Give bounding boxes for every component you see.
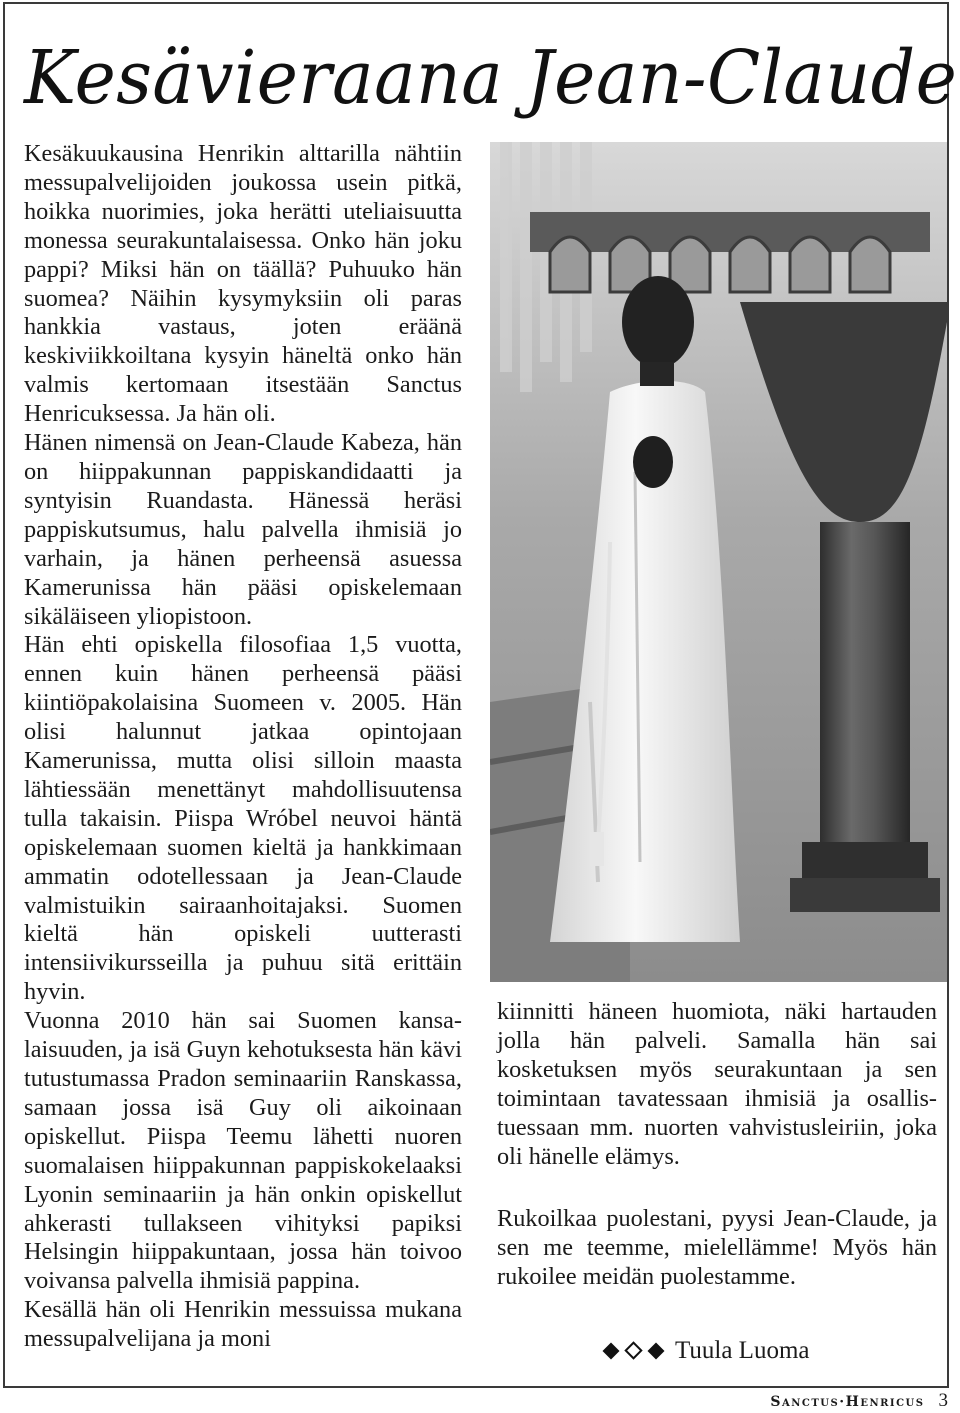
author-name: Tuula Luoma — [675, 1337, 810, 1364]
paragraph-4: Vuonna 2010 hän sai Suomen kansalaisuuden, ja isä Guyn kehotuksesta hän kävi tutustumassa Pradon seminaariin Ranskassa, samaan jossa isä Guy oli aikoinaan opiskellut. Piispa Teemu lähetti nuoren suomalaisen hiippakunnan pappiskokelaaksi Lyonin seminaariin ja hän onkin opiskellut ahkerasti tullakseen vihityksi papiksi Helsingin hiippakuntaan, jossa hän toivoo voivansa palvella ihmisiä pappina. — [24, 1007, 462, 1295]
diamond-solid-icon — [648, 1342, 665, 1359]
diamond-outline-icon — [624, 1342, 642, 1360]
publication-name: Sanctus·Henricus — [770, 1394, 925, 1410]
page-number: 3 — [938, 1390, 948, 1411]
article-column-left — [24, 140, 462, 1354]
byline — [600, 1336, 940, 1366]
page-footer — [770, 1391, 948, 1412]
article-column-right — [497, 998, 937, 1292]
paragraph-6: kiinnitti häneen huomiota, näki hartauden jolla hän palveli. Samalla hän sai kosketuksen myös seurakuntaan ja sen toimintaan tavatessaan ihmisiä ja osallistuessaan mm. nuorten vahvistusleiriin, joka oli hänelle elämys. — [497, 998, 937, 1170]
article-title: Kesävieraana Jean-Claude — [24, 35, 958, 121]
article-photo — [490, 142, 947, 982]
paragraph-3: Hän ehti opiskella filosofiaa 1,5 vuotta, ennen kuin hänen perheensä pääsi kiintiöpakolaisina Suomeen v. 2005. Hän olisi halunnut jatkaa opintojaan Kamerunissa, mutta olisi silloin maasta lähtiessään menettänyt mahdollisuutensa tulla takaisin. Piispa Wróbel neuvoi häntä opiskelemaan suomen kieltä ja hankkimaan ammatin odotellessaan ja Jean-Claude valmistuikin sairaanhoitajaksi. Suomen kieltä hän opiskeli uutterasti intensiivikursseilla ja puhuu sitä erittäin hyvin. — [24, 631, 462, 1006]
diamond-solid-icon — [603, 1342, 620, 1359]
paragraph-2: Hänen nimensä on Jean-Claude Kabeza, hän on hiippakunnan pappiskandidaatti ja syntyisin Ruandasta. Hänessä heräsi pappiskutsumus, halu palvella ihmisiä jo varhain, ja hänen perheensä asuessa Kamerunissa hän pääsi opiskelemaan sikäläiseen yliopistoon. — [24, 429, 462, 630]
paragraph-5: Kesällä hän oli Henrikin messuissa mukana messupalvelijana ja moni — [24, 1296, 462, 1353]
paragraph-7: Rukoilkaa puolestani, pyysi Jean-Claude, ja sen me teemme, mielellämme! Myös hän rukoilee meidän puolestamme. — [497, 1205, 937, 1291]
paragraph-1: Kesäkuukausina Henrikin alttarilla nähtiin messupalvelijoiden joukossa usein pitkä, hoikka nuorimies, joka herätti uteliaisuutta monessa seurakuntalaisessa. Onko hän joku pappi? Miksi hän on täällä? Puhuuko hän suomea? Näihin kysymyksiin oli paras hankkia vastaus, joten eräänä keskiviikkoiltana kysyin häneltä onko hän valmis kertomaan itsestään Sanctus Henricuksessa. Ja hän oli. — [24, 140, 462, 428]
photo-illustration — [490, 142, 947, 982]
